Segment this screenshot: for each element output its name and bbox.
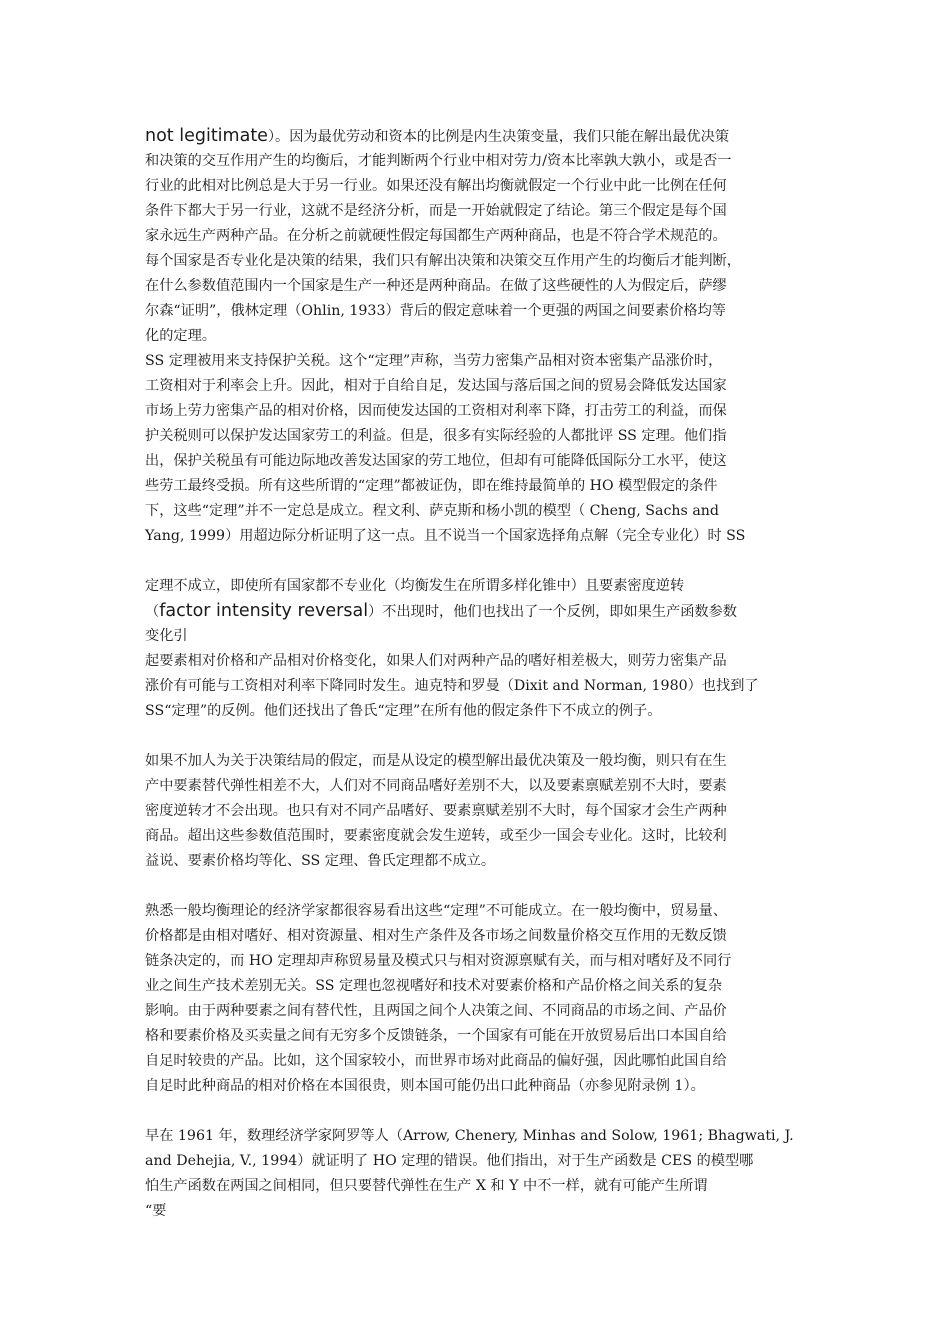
text-line: 早在 1961 年，数理经济学家阿罗等人（Arrow, Chenery, Minhas and Solow, 1961; Bhagwati, J. [145, 1128, 794, 1144]
text-line: 护关税则可以保护发达国家劳工的利益。但是，很多有实际经验的人都批评 SS 定理。他们指 [145, 428, 727, 444]
text-line: 工资相对于利率会上升。因此，相对于自给自足，发达国与落后国之间的贸易会降低发达国家 [145, 378, 727, 394]
text-line: 下，这些“定理”并不一定总是成立。程文利、萨克斯和杨小凯的模型（ Cheng, Sachs and [145, 503, 720, 519]
text-line: 在什么参数值范围内一个国家是生产一种还是两种商品。在做了这些硬性的人为假定后，萨缪 [145, 278, 727, 294]
text-line: （factor intensity reversal）不出现时，他们也找出了一个反例，即如果生产函数参数 [145, 601, 737, 621]
text-line: SS“定理”的反例。他们还找出了鲁氏“定理”在所有他的假定条件下不成立的例子。 [145, 703, 662, 719]
text-line: “要 [145, 1203, 167, 1219]
text-line: and Dehejia, V., 1994）就证明了 HO 定理的错误。他们指出，对于生产函数是 CES 的模型哪 [145, 1153, 754, 1169]
text-line: 密度逆转才不会出现。也只有对不同产品嗜好、要素禀赋差别不大时，每个国家才会生产两种 [145, 803, 727, 819]
latin-term: factor intensity reversal [159, 601, 369, 621]
text-line: 和决策的交互作用产生的均衡后，才能判断两个行业中相对劳力/资本比率孰大孰小，或是否一 [145, 153, 732, 169]
text-line: 些劳工最终受损。所有这些所谓的“定理”都被证伪，即在维持最简单的 HO 模型假定的条件 [145, 478, 718, 494]
text-line: 价格都是由相对嗜好、相对资源量、相对生产条件及各市场之间数量价格交互作用的无数反馈 [145, 928, 727, 944]
text-line: 起要素相对价格和产品相对价格变化，如果人们对两种产品的嗜好相差极大，则劳力密集产品 [145, 653, 727, 669]
paragraph-gap [145, 724, 805, 749]
text-line: 每个国家是否专业化是决策的结果，我们只有解出决策和决策交互作用产生的均衡后才能判断， [145, 253, 741, 269]
paragraph-5 [145, 899, 805, 1099]
text-line: 市场上劳力密集产品的相对价格，因而使发达国的工资相对利率下降，打击劳工的利益，而保 [145, 403, 727, 419]
text-line: 商品。超出这些参数值范围时，要素密度就会发生逆转，或至少一国会专业化。这时，比较利 [145, 828, 727, 844]
text-line: 影响。由于两种要素之间有替代性，且两国之间个人决策之间、不同商品的市场之间、产品价 [145, 1003, 727, 1019]
text-line: 业之间生产技术差别无关。SS 定理也忽视嗜好和技术对要素价格和产品价格之间关系的复杂 [145, 978, 723, 994]
text-line: 益说、要素价格均等化、SS 定理、鲁氏定理都不成立。 [145, 853, 496, 869]
text-line: 尔森“证明”，俄林定理（Ohlin, 1933）背后的假定意味着一个更强的两国之间要素价格均等 [145, 303, 726, 319]
paragraph-1 [145, 124, 805, 349]
paragraph-gap [145, 1099, 805, 1124]
text-line: not legitimate）。因为最优劳动和资本的比例是内生决策变量，我们只能在解出最优决策 [145, 126, 730, 146]
text-line: 家永远生产两种产品。在分析之前就硬性假定每国都生产两种商品，也是不符合学术规范的。 [145, 228, 727, 244]
text-line: 产中要素替代弹性相差不大，人们对不同商品嗜好差别不大，以及要素禀赋差别不大时，要素 [145, 778, 727, 794]
text-line: 如果不加人为关于决策结局的假定，而是从设定的模型解出最优决策及一般均衡，则只有在生 [145, 753, 727, 769]
paragraph-gap [145, 549, 805, 574]
text-line: 涨价有可能与工资相对利率下降同时发生。迪克特和罗曼（Dixit and Norman, 1980）也找到了 [145, 678, 759, 694]
text-line: 化的定理。 [145, 328, 216, 344]
text-line: 出，保护关税虽有可能边际地改善发达国家的劳工地位，但却有可能降低国际分工水平，使这 [145, 453, 727, 469]
text-line: 定理不成立，即使所有国家都不专业化（均衡发生在所谓多样化锥中）且要素密度逆转 [145, 578, 685, 594]
text-line: Yang, 1999）用超边际分析证明了这一点。且不说当一个国家选择角点解（完全专业化）时 SS [145, 528, 746, 544]
text-line: 格和要素价格及买卖量之间有无穷多个反馈链条，一个国家有可能在开放贸易后出口本国自给 [145, 1028, 727, 1044]
document-body [145, 124, 805, 1224]
paragraph-gap [145, 874, 805, 899]
text-line: SS 定理被用来支持保护关税。这个“定理”声称，当劳力密集产品相对资本密集产品涨价时， [145, 353, 723, 369]
paragraph-6 [145, 1124, 805, 1224]
text-line: 行业的此相对比例总是大于另一行业。如果还没有解出均衡就假定一个行业中此一比例在任何 [145, 178, 727, 194]
paragraph-4 [145, 749, 805, 874]
paragraph-3 [145, 574, 805, 724]
text-line: 自足时较贵的产品。比如，这个国家较小，而世界市场对此商品的偏好强，因此哪怕此国自给 [145, 1053, 727, 1069]
text-line: 熟悉一般均衡理论的经济学家都很容易看出这些“定理”不可能成立。在一般均衡中，贸易量、 [145, 903, 728, 919]
text-line: 变化引 [145, 628, 188, 644]
text-line: 链条决定的，而 HO 定理却声称贸易量及模式只与相对资源禀赋有关，而与相对嗜好及不同行 [145, 953, 732, 969]
paragraph-2 [145, 349, 805, 549]
text-line: 自足时此种商品的相对价格在本国很贵，则本国可能仍出口此种商品（亦参见附录例 1）。 [145, 1078, 705, 1094]
text-line: 怕生产函数在两国之间相同，但只要替代弹性在生产 X 和 Y 中不一样，就有可能产生所谓 [145, 1178, 708, 1194]
latin-term: not legitimate [145, 126, 268, 146]
text-line: 条件下都大于另一行业，这就不是经济分析，而是一开始就假定了结论。第三个假定是每个国 [145, 203, 727, 219]
